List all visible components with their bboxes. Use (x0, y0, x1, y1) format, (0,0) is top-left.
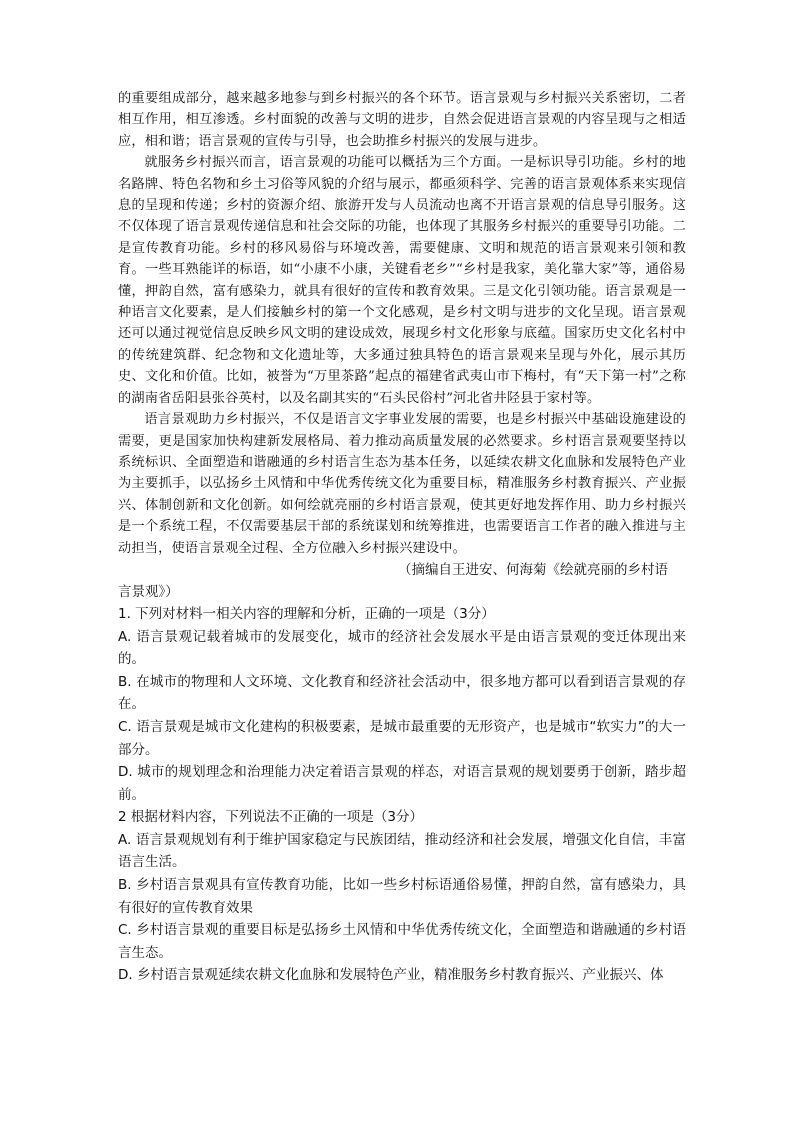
passage-paragraph-1: 的重要组成部分，越来越多地参与到乡村振兴的各个环节。语言景观与乡村振兴关系密切，二者相互作用，相互渗透。乡村面貌的改善与文明的进步，自然会促进语言景观的内容呈现与之相适应，相和谐；语言景观的宣传与引导，也会助推乡村振兴的发展与进步。 (118, 91, 686, 149)
question-stem: 2 根据材料内容，下列说法不正确的一项是（3分） (118, 809, 423, 826)
option-a: A. 语言景观规划有利于维护国家稳定与民族团结，推动经济和社会发展，增强文化自信，丰富语言生活。 (118, 831, 686, 871)
option-d: D. 城市的规划理念和治理能力决定着语言景观的样态，对语言景观的规划要勇于创新，踏步超前。 (118, 764, 686, 803)
option-c: C. 语言景观是城市文化建构的积极要素，是城市最重要的无形资产，也是城市“软实力”的大一部分。 (118, 718, 686, 758)
option-c: C. 乡村语言景观的重要目标是弘扬乡土风情和中华优秀传统文化，全面塑造和谐融通的乡村语言生态。 (118, 922, 686, 961)
question-2 (118, 806, 686, 987)
question-1 (118, 603, 686, 806)
document-page (118, 88, 686, 987)
question-stem: 1. 下列对材料一相关内容的理解和分析，正确的一项是（3分） (118, 605, 495, 622)
option-d: D. 乡村语言景观延续农耕文化血脉和发展特色产业，精准服务乡村教育振兴、产业振兴、体 (118, 967, 664, 984)
source-citation-tail: 言景观》） (118, 583, 179, 600)
source-citation: （摘编自王进安、何海菊《绘就亮丽的乡村语 (398, 561, 668, 578)
passage-paragraph-3: 语言景观助力乡村振兴，不仅是语言文字事业发展的需要，也是乡村振兴中基础设施建设的需要，更是国家加快构建新发展格局、着力推动高质量发展的必然要求。乡村语言景观要坚持以系统标识、全面塑造和谐融通的乡村语言生态为基本任务，以延续农耕文化血脉和发展特色产业为主要抓手，以弘扬乡土风情和中华优秀传统文化为重要目标，精准服务乡村教育振兴、产业振兴、体制创新和文化创新。如何绘就亮丽的乡村语言景观，使其更好地发挥作用、助力乡村振兴是一个系统工程，不仅需要基层干部的系统谋划和统筹推进，也需要语言工作者的融入推进与主动担当，使语言景观全过程、全方位融入乡村振兴建设中。 (118, 412, 686, 556)
option-a: A. 语言景观记载着城市的发展变化，城市的经济社会发展水平是由语言景观的变迁体现出来的。 (118, 628, 686, 668)
option-b: B. 乡村语言景观具有宣传教育功能，比如一些乡村标语通俗易懂，押韵自然，富有感染力，具有很好的宣传教育效果 (118, 877, 686, 916)
reading-passage (118, 88, 686, 559)
passage-paragraph-2: 就服务乡村振兴而言，语言景观的功能可以概括为三个方面。一是标识导引功能。乡村的地名路牌、特色名物和乡土习俗等风貌的介绍与展示，都亟须科学、完善的语言景观体系来实现信息的呈现和传递；乡村的资源介绍、旅游开发与人员流动也离不开语言景观的信息导引服务。这不仅体现了语言景观传递信息和社会交际的功能，也体现了其服务乡村振兴的重要导引功能。二是宣传教育功能。乡村的移风易俗与环境改善，需要健康、文明和规范的语言景观来引领和教育。一些耳熟能详的标语，如“小康不小康，关键看老乡”“乡村是我家，美化靠大家”等，通俗易懂，押韵自然，富有感染力，就具有很好的宣传和教育效果。三是文化引领功能。语言景观是一种语言文化要素，是人们接触乡村的第一个文化感观，是乡村文明与进步的文化呈现。语言景观还可以通过视觉信息反映乡风文明的建设成效，展现乡村文化形象与底蕴。国家历史文化名村中的传统建筑群、纪念物和文化遗址等，大多通过独具特色的语言景观来呈现与外化，展示其历史、文化和价值。比如，被誉为“万里茶路”起点的福建省武夷山市下梅村，有“天下第一村”之称的湖南省岳阳县张谷英村，以及名副其实的“石头民俗村”河北省井陉县于家村等。 (118, 155, 686, 406)
option-b: B. 在城市的物理和人文环境、文化教育和经济社会活动中，很多地方都可以看到语言景观的存在。 (118, 673, 686, 713)
